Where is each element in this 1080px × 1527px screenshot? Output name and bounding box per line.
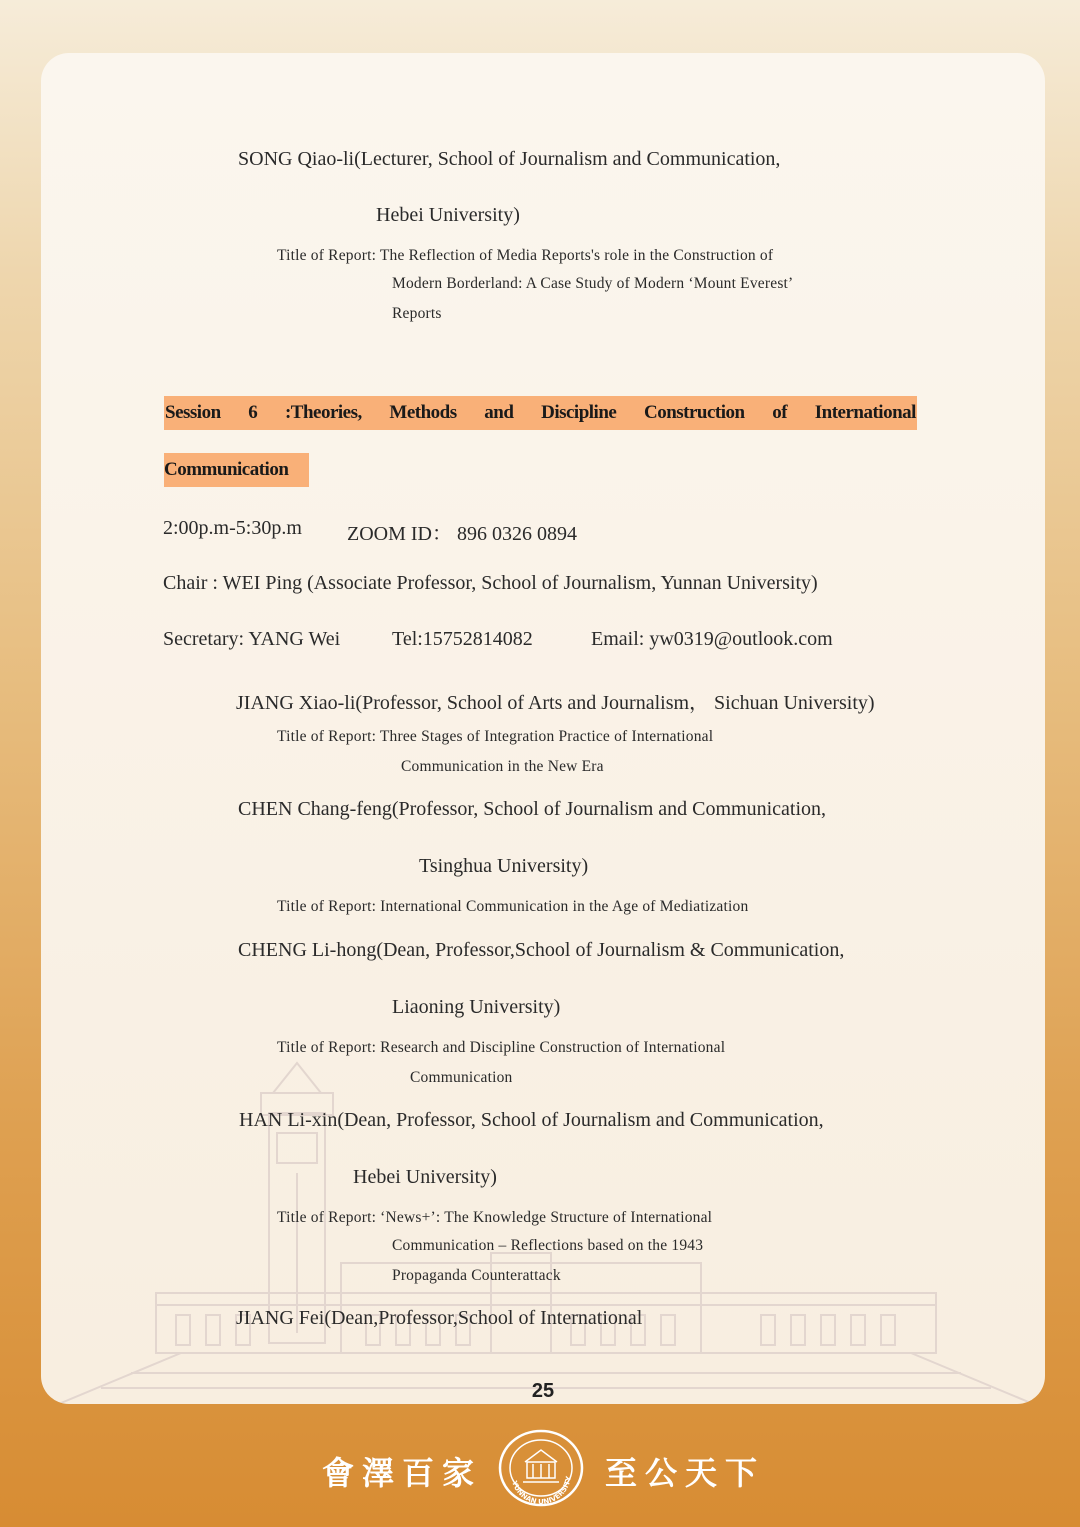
session-chair: Chair : WEI Ping (Associate Professor, School of Journalism, Yunnan University) <box>163 572 818 594</box>
speaker-name-jiang-xiaoli: JIANG Xiao-li(Professor, School of Arts and Journalism， Sichuan University) <box>236 692 875 714</box>
report-title-song-2: Modern Borderland: A Case Study of Modern ‘Mount Everest’ <box>392 275 794 292</box>
session-word: of <box>772 402 788 423</box>
report-title-jiang-xiaoli-1: Title of Report: Three Stages of Integration Practice of International <box>277 728 714 745</box>
session-word: 6 <box>248 402 258 423</box>
secretary-tel: Tel:15752814082 <box>392 628 533 650</box>
speaker-affiliation-cheng: Liaoning University) <box>392 996 561 1018</box>
report-title-song-3: Reports <box>392 305 442 322</box>
secretary-email: Email: yw0319@outlook.com <box>591 628 833 650</box>
svg-text:YUNNAN UNIVERSITY: YUNNAN UNIVERSITY <box>510 1475 573 1507</box>
speaker-affiliation-song: Hebei University) <box>376 204 520 226</box>
session-word: Construction <box>643 402 745 423</box>
session-word: International <box>814 402 916 423</box>
speaker-name-chen: CHEN Chang-feng(Professor, School of Journalism and Communication, <box>238 798 827 820</box>
speaker-name-song: SONG Qiao-li(Lecturer, School of Journalism and Communication, <box>238 148 781 170</box>
session-word: and <box>484 402 514 423</box>
report-title-han-1: Title of Report: ‘News+’: The Knowledge Structure of International <box>277 1209 713 1226</box>
session-word: Methods <box>389 402 457 423</box>
session-word: Discipline <box>541 402 617 423</box>
session-secretary: Secretary: YANG Wei <box>163 628 341 650</box>
session-word: :Theories, <box>284 402 362 423</box>
report-title-cheng-2: Communication <box>410 1069 513 1086</box>
report-title-han-3: Propaganda Counterattack <box>392 1267 561 1284</box>
speaker-affiliation-han: Hebei University) <box>353 1166 497 1188</box>
session-heading <box>164 396 917 430</box>
report-title-han-2: Communication – Reflections based on the 1943 <box>392 1237 704 1254</box>
report-title-jiang-xiaoli-2: Communication in the New Era <box>401 758 604 775</box>
speaker-name-cheng: CHENG Li-hong(Dean, Professor,School of Journalism & Communication, <box>238 939 845 961</box>
report-title-cheng-1: Title of Report: Research and Discipline Construction of International <box>277 1039 726 1056</box>
report-title-song-1: Title of Report: The Reflection of Media Reports's role in the Construction of <box>277 247 774 264</box>
speaker-name-han: HAN Li-xin(Dean, Professor, School of Journalism and Communication, <box>239 1109 824 1131</box>
report-title-chen-1: Title of Report: International Communication in the Age of Mediatization <box>277 898 749 915</box>
page-card <box>41 53 1045 1404</box>
session-heading-line2: Communication <box>164 453 309 487</box>
footer-motto-left: 會澤百家 <box>322 1454 483 1492</box>
speaker-affiliation-chen: Tsinghua University) <box>419 855 589 877</box>
session-word: Session <box>165 402 221 423</box>
session-time: 2:00p.m-5:30p.m <box>163 517 302 539</box>
speaker-name-jiang-fei: JIANG Fei(Dean,Professor,School of International <box>236 1307 643 1329</box>
page-number: 25 <box>531 1380 555 1402</box>
university-seal-logo <box>497 1428 585 1508</box>
zoom-id: ZOOM ID： 896 0326 0894 <box>347 523 577 545</box>
footer-motto-right: 至公天下 <box>605 1454 766 1492</box>
